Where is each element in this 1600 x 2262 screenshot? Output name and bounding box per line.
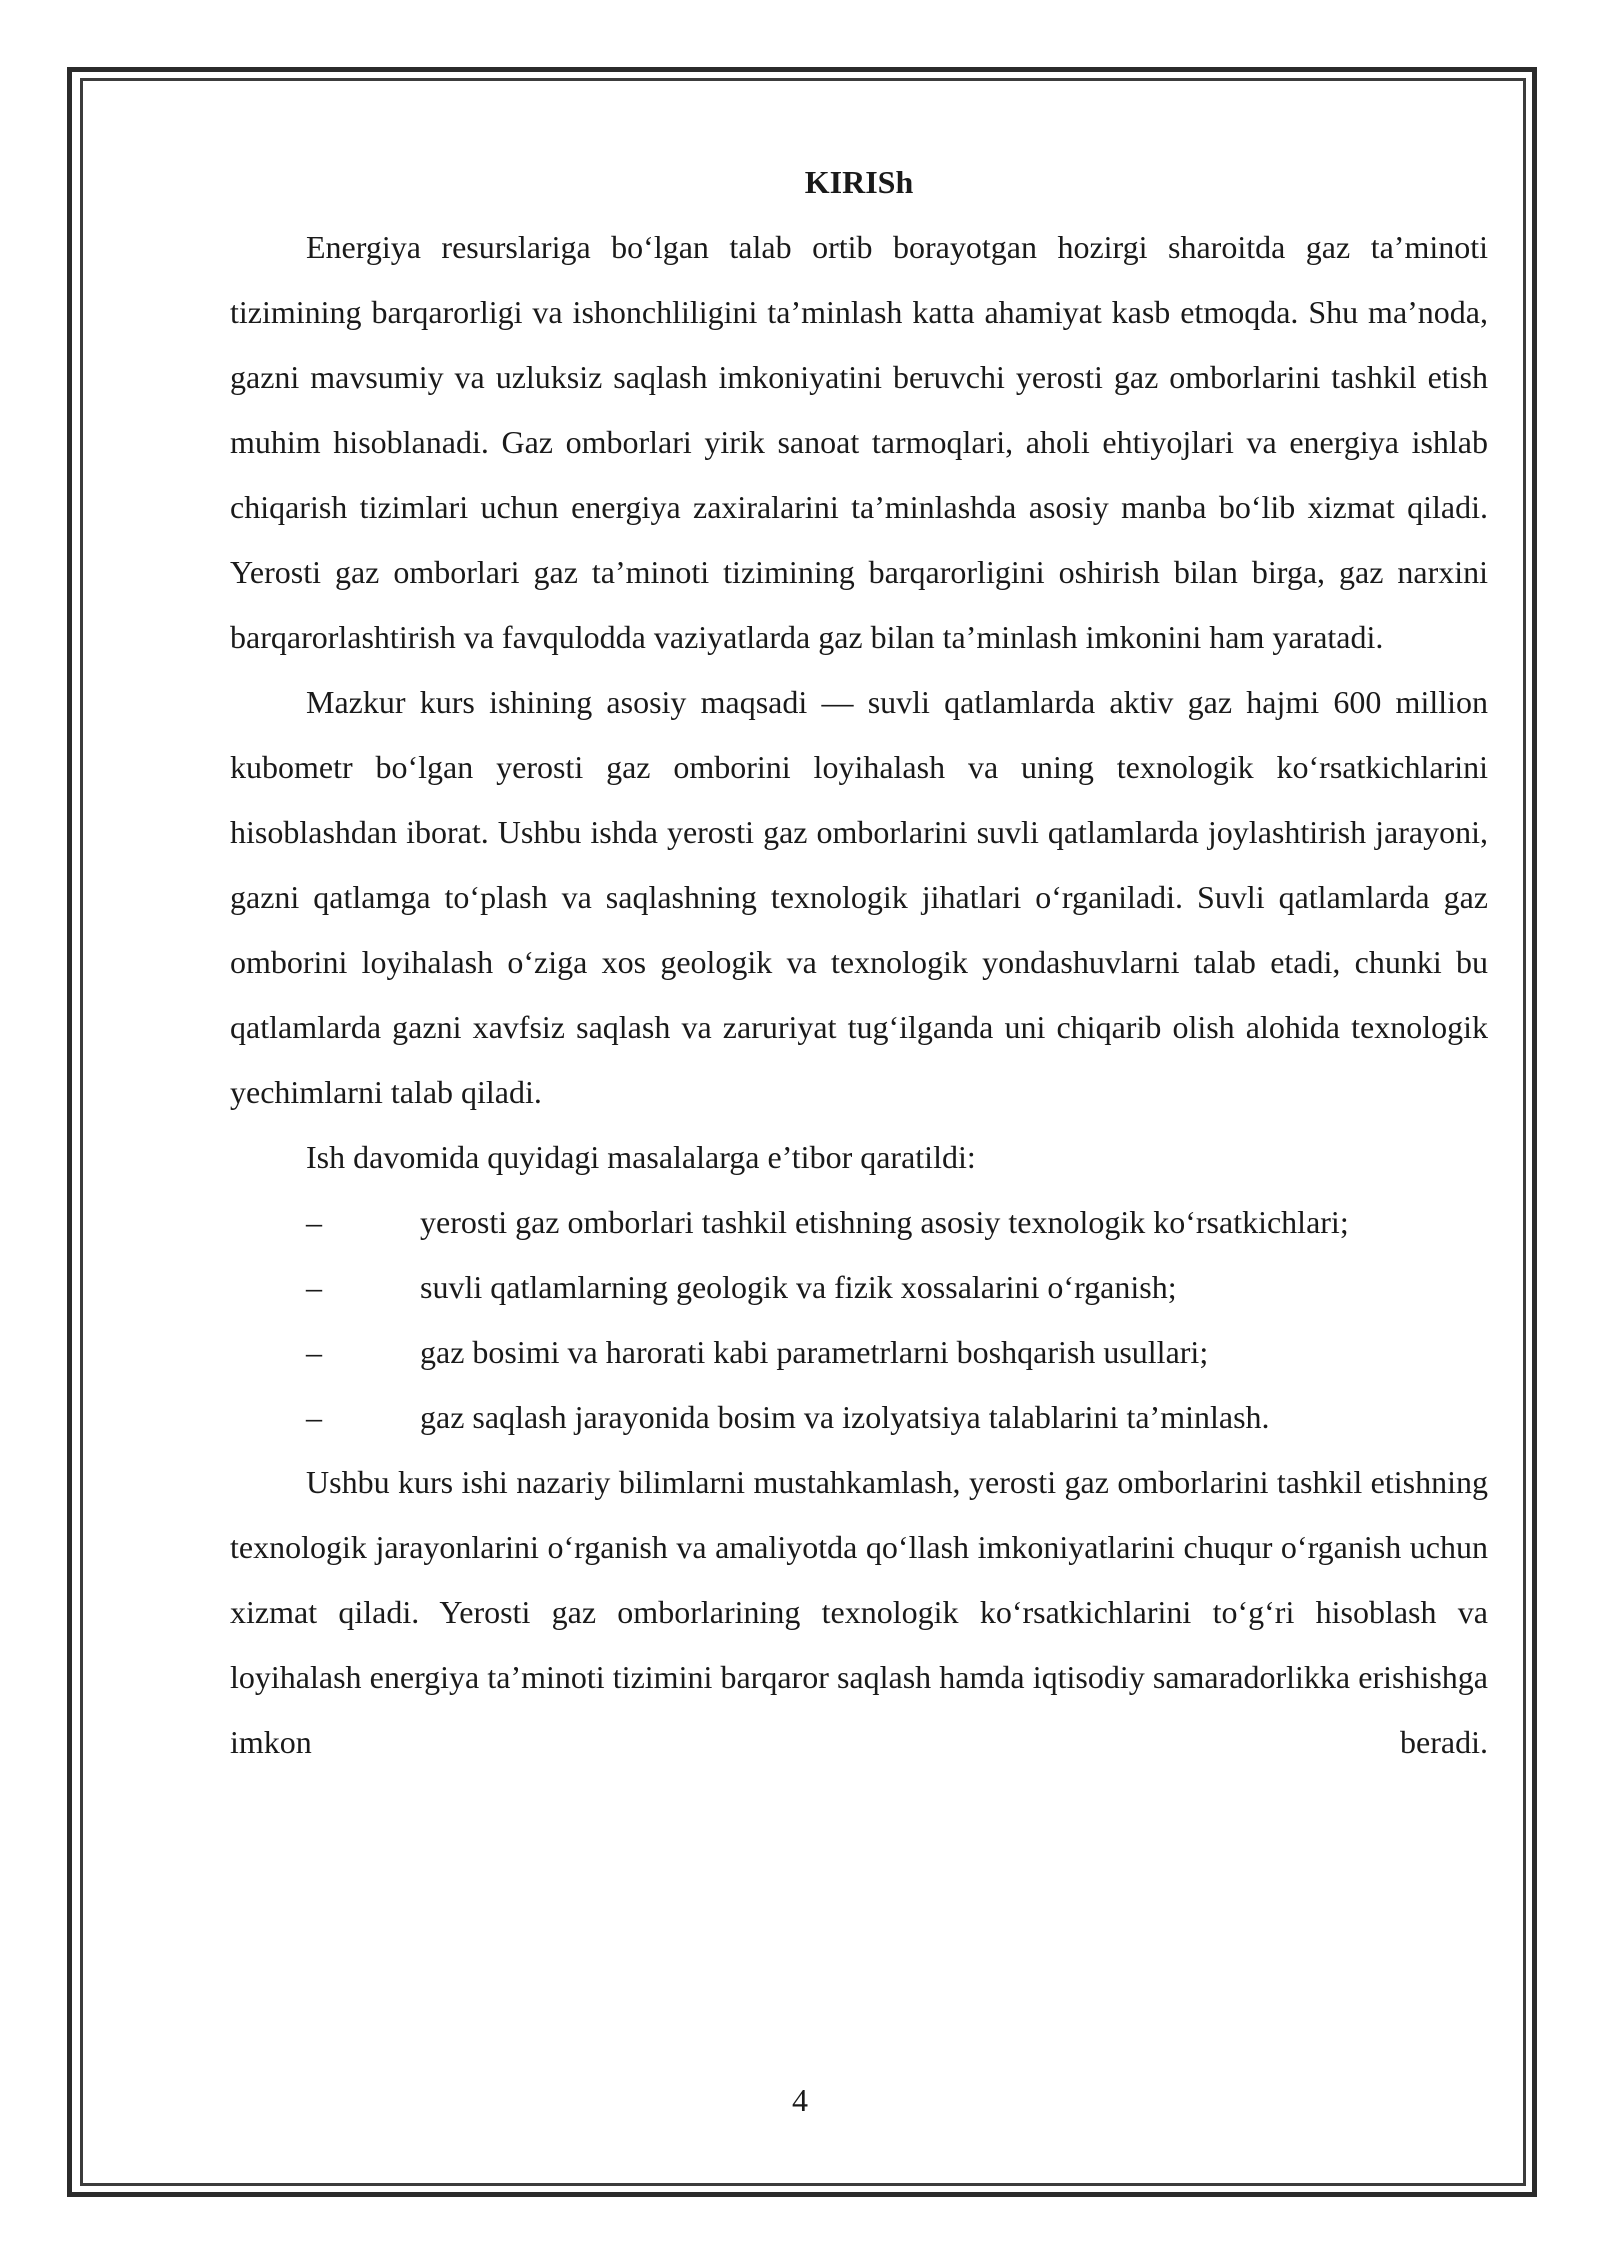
- section-title: KIRISh: [804, 164, 914, 200]
- paragraph-conclusion: Ushbu kurs ishi nazariy bilimlarni mustahkamlash, yerosti gaz omborlarini tashkil etishning texnologik jarayonlarini o‘rganish va amaliyotda qo‘llash imkoniyatlarini chuqur o‘rganish uchun xizmat qiladi. Yerosti gaz omborlarining texnologik ko‘rsatkichlarini to‘g‘ri hisoblash va loyihalash energiya ta’minoti tizimini barqaror saqlash hamda iqtisodiy samaradorlikka erishishga imkon beradi.: [230, 1464, 1488, 1760]
- document-body: [230, 150, 1488, 1775]
- list-dash: –: [306, 1204, 322, 1240]
- list-item: [230, 1190, 1488, 1255]
- list-item-text: gaz saqlash jarayonida bosim va izolyatsiya talablarini ta’minlash.: [420, 1399, 1270, 1435]
- list-intro: Ish davomida quyidagi masalalarga e’tibor qaratildi:: [306, 1139, 976, 1175]
- list-dash: –: [306, 1399, 322, 1435]
- list-item-text: gaz bosimi va harorati kabi parametrlarni boshqarish usullari;: [420, 1334, 1209, 1370]
- list-item: [230, 1255, 1488, 1320]
- paragraph-goal: Mazkur kurs ishining asosiy maqsadi — suvli qatlamlarda aktiv gaz hajmi 600 million kubometr bo‘lgan yerosti gaz omborini loyihalash va uning texnologik ko‘rsatkichlarini hisoblashdan iborat. Ushbu ishda yerosti gaz omborlarini suvli qatlamlarda joylashtirish jarayoni, gazni qatlamga to‘plash va saqlashning texnologik jihatlari o‘rganiladi. Suvli qatlamlarda gaz omborini loyihalash o‘ziga xos geologik va texnologik yondashuvlarni talab etadi, chunki bu qatlamlarda gazni xavfsiz saqlash va zaruriyat tug‘ilganda uni chiqarib olish alohida texnologik yechimlarni talab qiladi.: [230, 684, 1488, 1110]
- list-item: [230, 1320, 1488, 1385]
- list-dash: –: [306, 1269, 322, 1305]
- list-item-text: suvli qatlamlarning geologik va fizik xossalarini o‘rganish;: [420, 1269, 1177, 1305]
- task-list: [230, 1190, 1488, 1450]
- list-item: [230, 1385, 1488, 1450]
- list-item-text: yerosti gaz omborlari tashkil etishning asosiy texnologik ko‘rsatkichlari;: [420, 1204, 1349, 1240]
- list-dash: –: [306, 1334, 322, 1370]
- page-number: 4: [792, 2082, 808, 2118]
- paragraph-intro: Energiya resurslariga bo‘lgan talab ortib borayotgan hozirgi sharoitda gaz ta’minoti tizimining barqarorligi va ishonchliligini ta’minlash katta ahamiyat kasb etmoqda. Shu ma’noda, gazni mavsumiy va uzluksiz saqlash imkoniyatini beruvchi yerosti gaz omborlarini tashkil etish muhim hisoblanadi. Gaz omborlari yirik sanoat tarmoqlari, aholi ehtiyojlari va energiya ishlab chiqarish tizimlari uchun energiya zaxiralarini ta’minlashda asosiy manba bo‘lib xizmat qiladi. Yerosti gaz omborlari gaz ta’minoti tizimining barqarorligini oshirish bilan birga, gaz narxini barqarorlashtirish va favqulodda vaziyatlarda gaz bilan ta’minlash imkonini ham yaratadi.: [230, 229, 1488, 655]
